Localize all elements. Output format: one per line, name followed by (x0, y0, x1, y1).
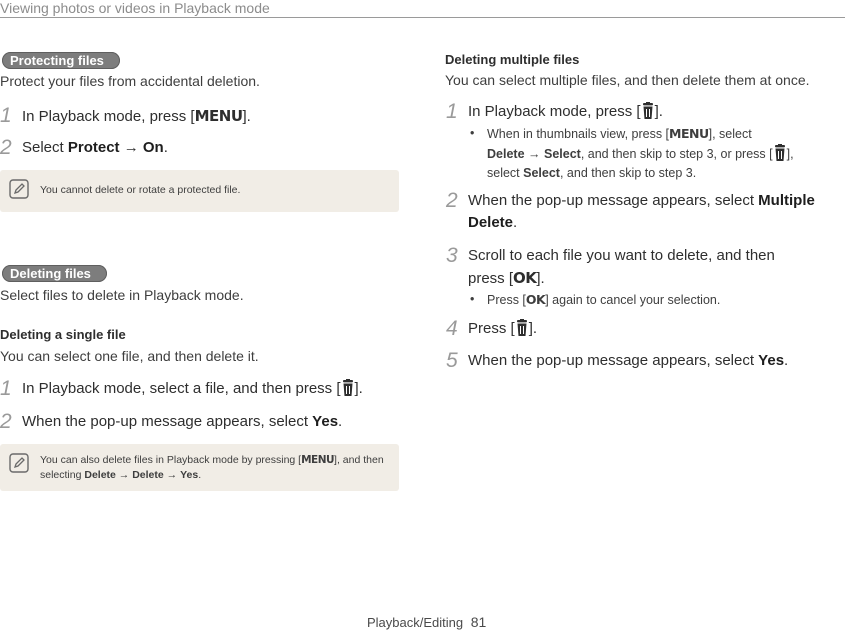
menu-button-glyph: MENU (301, 454, 335, 466)
note-box (0, 170, 399, 212)
step-number: 1 (446, 100, 458, 123)
multi-step-4: 4 Press [ ]. (446, 317, 538, 340)
multi-bullet-1: • When in thumbnails view, press [MENU], select Delete → Select, and then skip to step 3, or press [ ], select Select, and then skip to step 3. (470, 126, 794, 180)
protect-step-2: 2 Select Protect → On. (0, 136, 168, 159)
page-footer (367, 614, 486, 630)
step-number: 2 (0, 410, 12, 433)
protecting-intro: Protect your files from accidental deletion. (0, 73, 260, 89)
note-text: You cannot delete or rotate a protected file. (40, 184, 241, 196)
trash-icon (341, 379, 355, 397)
single-step-2: 2 When the pop-up message appears, select Yes. (0, 410, 343, 433)
multi-step-2: 2 When the pop-up message appears, select Multiple Delete. (446, 189, 815, 231)
ok-button-glyph: OK (525, 292, 546, 307)
menu-button-glyph: MENU (669, 126, 709, 141)
protecting-files-badge: Protecting files (2, 52, 120, 69)
multi-step-5: 5 When the pop-up message appears, select Yes. (446, 349, 789, 372)
multi-bullet-2: • Press [OK] again to cancel your selection. (470, 292, 721, 307)
trash-icon (641, 102, 655, 120)
multi-step-3: 3 Scroll to each file you want to delete, and then press [OK]. (446, 244, 775, 287)
note-box (0, 444, 399, 491)
step-number: 3 (446, 244, 458, 267)
protect-step-1: 1 In Playback mode, press [MENU]. (0, 104, 251, 127)
step-number: 5 (446, 349, 458, 372)
single-delete-heading: Deleting a single file (0, 327, 126, 342)
footer-section: Playback/Editing (367, 615, 464, 630)
trash-icon (515, 319, 529, 337)
ok-button-glyph: OK (513, 269, 537, 287)
header-rule (0, 17, 845, 18)
single-step-1: 1 In Playback mode, select a file, and then press [ ]. (0, 377, 363, 400)
note-pencil-icon (9, 179, 29, 199)
note-text: You can also delete files in Playback mode by pressing [MENU], and then selecting Delete → Delete → Yes. (40, 454, 384, 481)
step-number: 2 (0, 136, 12, 159)
deleting-files-badge: Deleting files (2, 265, 107, 282)
multi-step-1: 1 In Playback mode, press [ ]. (446, 100, 663, 123)
single-delete-intro: You can select one file, and then delete it. (0, 348, 259, 364)
page-number: 81 (470, 614, 487, 630)
trash-icon (773, 144, 787, 162)
menu-button-glyph: MENU (194, 107, 243, 125)
deleting-intro: Select files to delete in Playback mode. (0, 287, 244, 303)
multiple-delete-heading: Deleting multiple files (445, 52, 580, 67)
note-pencil-icon (9, 453, 29, 473)
running-header: Viewing photos or videos in Playback mode (0, 0, 270, 16)
step-number: 2 (446, 189, 458, 212)
step-number: 1 (0, 104, 12, 127)
multiple-delete-intro: You can select multiple files, and then delete them at once. (445, 72, 810, 88)
step-number: 1 (0, 377, 12, 400)
step-number: 4 (446, 317, 458, 340)
